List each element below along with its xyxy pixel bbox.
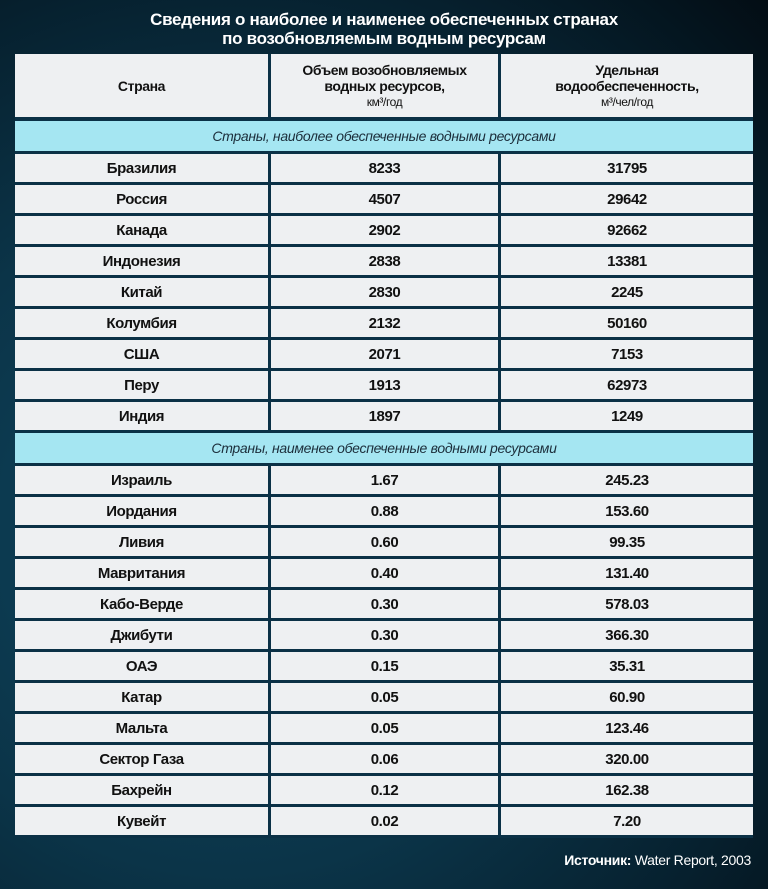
table-row	[15, 590, 753, 618]
country-cell: Канада	[15, 216, 268, 244]
country-cell: Израиль	[15, 466, 268, 494]
table-row	[15, 714, 753, 742]
country-cell: Китай	[15, 278, 268, 306]
per-capita-cell: 1249	[501, 402, 753, 430]
header-per-capita	[501, 54, 753, 117]
country-cell: Ливия	[15, 528, 268, 556]
volume-cell: 4507	[271, 185, 498, 213]
header-volume-line2: водных ресурсов,	[324, 77, 445, 94]
header-per-capita-line1: Удельная	[595, 61, 659, 78]
per-capita-cell: 123.46	[501, 714, 753, 742]
table-row	[15, 683, 753, 711]
per-capita-cell: 31795	[501, 154, 753, 182]
country-cell: Колумбия	[15, 309, 268, 337]
table-row	[15, 309, 753, 337]
table-row	[15, 466, 753, 494]
per-capita-cell: 35.31	[501, 652, 753, 680]
source-note	[564, 852, 751, 868]
volume-cell: 0.40	[271, 559, 498, 587]
table-header-row	[15, 54, 753, 117]
country-cell: Кабо-Верде	[15, 590, 268, 618]
table-row	[15, 652, 753, 680]
title-line-1: Сведения о наиболее и наименее обеспеченных странах	[150, 10, 618, 29]
country-cell: Сектор Газа	[15, 745, 268, 773]
per-capita-cell: 578.03	[501, 590, 753, 618]
section-band-1: Страны, наименее обеспеченные водными ресурсами	[15, 433, 753, 463]
water-resources-table	[15, 54, 753, 838]
volume-cell: 8233	[271, 154, 498, 182]
per-capita-cell: 99.35	[501, 528, 753, 556]
country-cell: Бахрейн	[15, 776, 268, 804]
table-row	[15, 528, 753, 556]
header-volume-line1: Объем возобновляемых	[302, 61, 467, 78]
volume-cell: 0.30	[271, 590, 498, 618]
per-capita-cell: 131.40	[501, 559, 753, 587]
per-capita-cell: 50160	[501, 309, 753, 337]
table-row	[15, 621, 753, 649]
table-row	[15, 216, 753, 244]
volume-cell: 0.02	[271, 807, 498, 835]
per-capita-cell: 153.60	[501, 497, 753, 525]
table-row	[15, 497, 753, 525]
table-row	[15, 247, 753, 275]
header-per-capita-unit: м³/чел/год	[601, 94, 653, 109]
table-row	[15, 776, 753, 804]
table-row	[15, 745, 753, 773]
country-cell: Мальта	[15, 714, 268, 742]
volume-cell: 0.30	[271, 621, 498, 649]
country-cell: Индонезия	[15, 247, 268, 275]
table-row	[15, 185, 753, 213]
header-country	[15, 54, 268, 117]
volume-cell: 2071	[271, 340, 498, 368]
per-capita-cell: 13381	[501, 247, 753, 275]
country-cell: Мавритания	[15, 559, 268, 587]
per-capita-cell: 62973	[501, 371, 753, 399]
title-line-2: по возобновляемым водным ресурсам	[222, 29, 546, 48]
section-band-0: Страны, наиболее обеспеченные водными ресурсами	[15, 121, 753, 151]
country-cell: Бразилия	[15, 154, 268, 182]
volume-cell: 2902	[271, 216, 498, 244]
volume-cell: 1897	[271, 402, 498, 430]
volume-cell: 0.05	[271, 714, 498, 742]
per-capita-cell: 2245	[501, 278, 753, 306]
country-cell: Катар	[15, 683, 268, 711]
source-label: Источник:	[564, 852, 632, 868]
country-cell: ОАЭ	[15, 652, 268, 680]
volume-cell: 0.88	[271, 497, 498, 525]
volume-cell: 0.15	[271, 652, 498, 680]
table-row	[15, 154, 753, 182]
header-country-label: Страна	[117, 77, 166, 94]
page-title	[0, 10, 768, 48]
volume-cell: 1.67	[271, 466, 498, 494]
per-capita-cell: 7153	[501, 340, 753, 368]
per-capita-cell: 162.38	[501, 776, 753, 804]
per-capita-cell: 92662	[501, 216, 753, 244]
header-volume	[271, 54, 498, 117]
country-cell: Перу	[15, 371, 268, 399]
header-per-capita-line2: водообеспеченность,	[555, 77, 699, 94]
volume-cell: 1913	[271, 371, 498, 399]
volume-cell: 0.06	[271, 745, 498, 773]
per-capita-cell: 7.20	[501, 807, 753, 835]
volume-cell: 2132	[271, 309, 498, 337]
table-row	[15, 559, 753, 587]
per-capita-cell: 320.00	[501, 745, 753, 773]
table-row	[15, 402, 753, 430]
per-capita-cell: 29642	[501, 185, 753, 213]
per-capita-cell: 60.90	[501, 683, 753, 711]
country-cell: Россия	[15, 185, 268, 213]
country-cell: США	[15, 340, 268, 368]
volume-cell: 2830	[271, 278, 498, 306]
per-capita-cell: 245.23	[501, 466, 753, 494]
table-row	[15, 340, 753, 368]
country-cell: Кувейт	[15, 807, 268, 835]
source-text: Water Report, 2003	[631, 852, 751, 868]
table-row	[15, 807, 753, 835]
table-row	[15, 371, 753, 399]
per-capita-cell: 366.30	[501, 621, 753, 649]
table-row	[15, 278, 753, 306]
country-cell: Иордания	[15, 497, 268, 525]
country-cell: Индия	[15, 402, 268, 430]
volume-cell: 0.12	[271, 776, 498, 804]
volume-cell: 0.05	[271, 683, 498, 711]
volume-cell: 2838	[271, 247, 498, 275]
volume-cell: 0.60	[271, 528, 498, 556]
header-volume-unit: км³/год	[366, 94, 403, 109]
country-cell: Джибути	[15, 621, 268, 649]
